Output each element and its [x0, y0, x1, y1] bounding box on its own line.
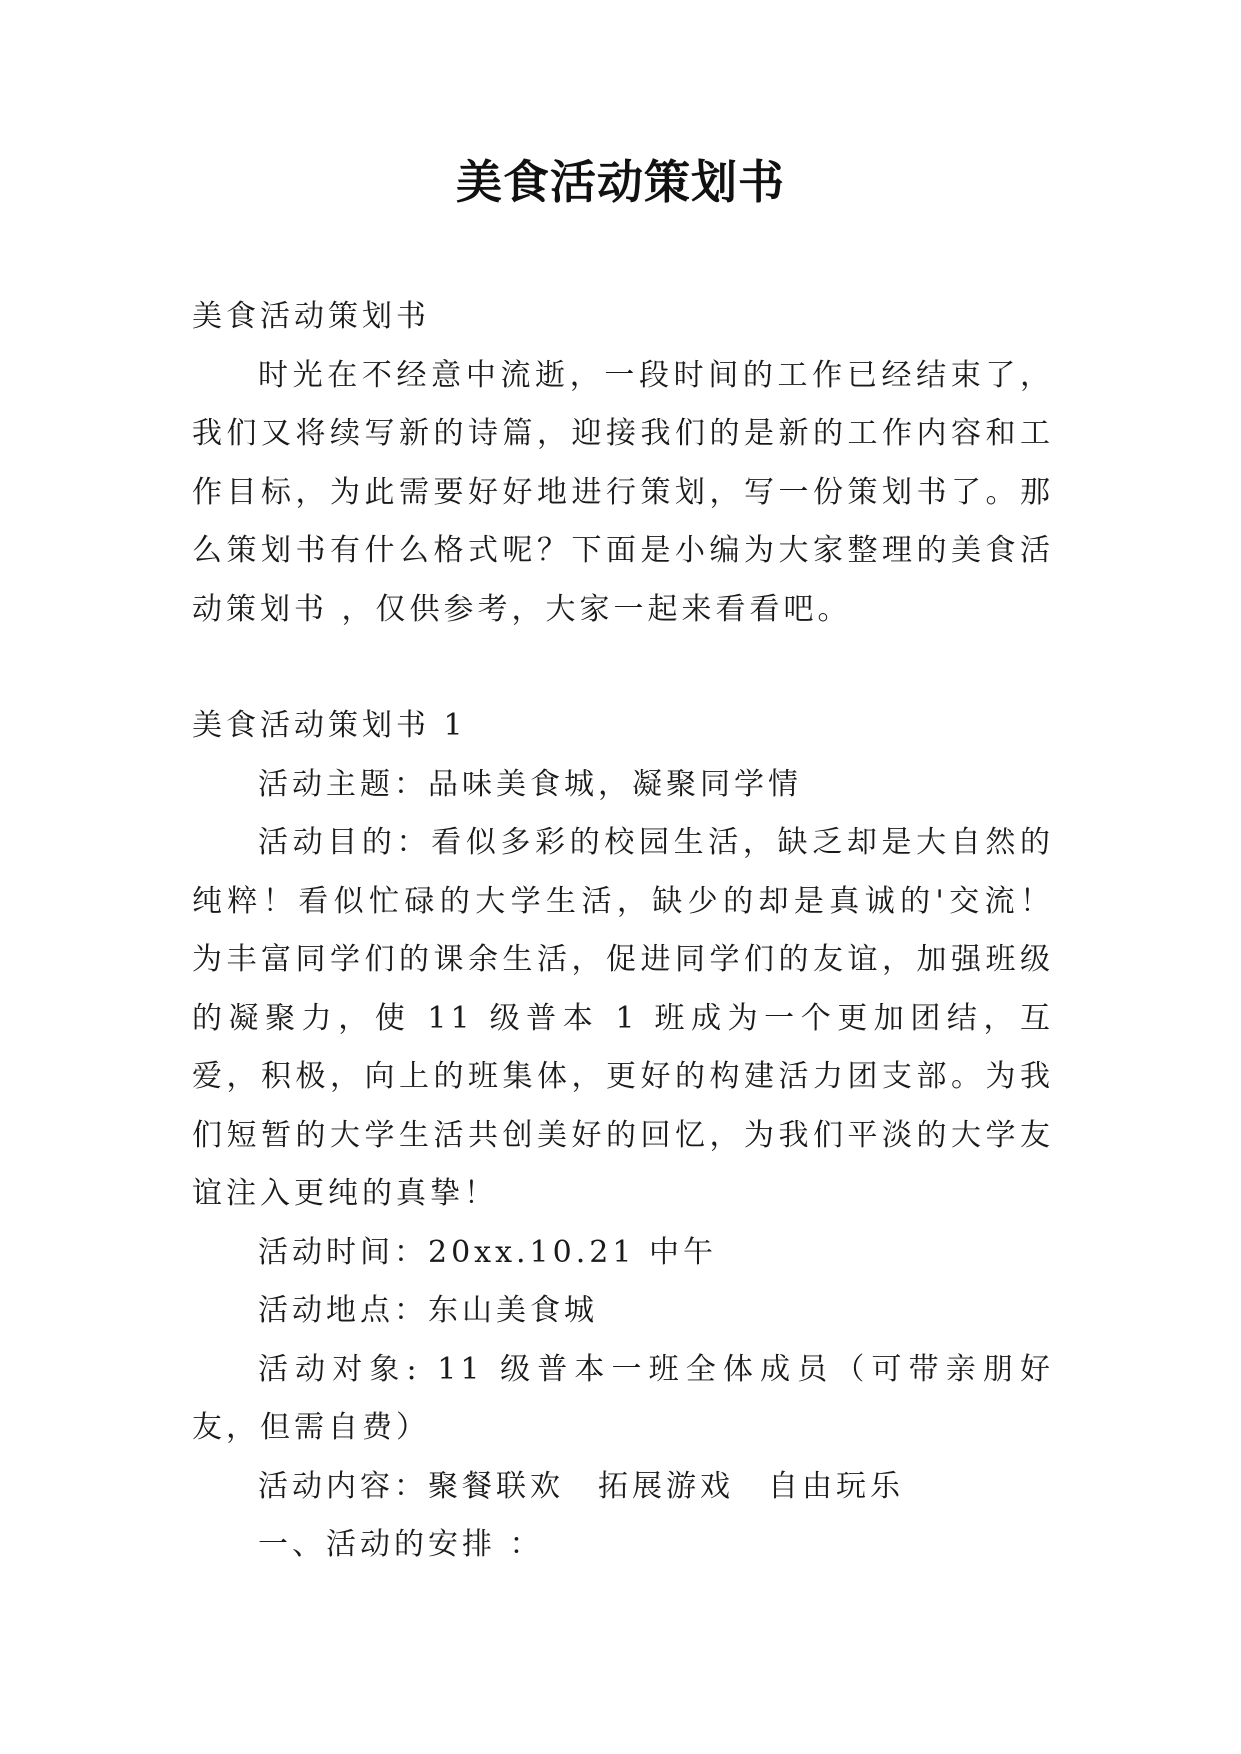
arrangement-heading: 一、活动的安排 ：: [258, 1527, 544, 1562]
activity-purpose: 活动目的：看似多彩的校园生活，缺乏却是大自然的纯粹！看似忙碌的大学生活，缺少的却是真诚的'交流！为丰富同学们的课余生活，促进同学们的友谊，加强班级的凝聚力，使 11 级普本 1 班成为一个更加团结，互爱，积极，向上的班集体，更好的构建活力团支部。为我们短暂的大学生活共创美好的回忆，为我们平淡的大学友谊注入更纯的真挚！: [192, 825, 1054, 1211]
paragraph-spacer: [192, 639, 1054, 697]
activity-location: 活动地点：东山美食城: [258, 1293, 598, 1328]
activity-theme: 活动主题：品味美食城，凝聚同学情: [258, 766, 802, 802]
activity-participants: 活动对象: 11 级普本一班全体成员（可带亲朋好友，但需自费）: [192, 1351, 1054, 1445]
document-body: [192, 288, 1054, 1575]
section-heading: 美食活动策划书 1: [192, 708, 467, 743]
activity-time: 活动时间：20xx.10.21 中午: [258, 1234, 717, 1270]
document-title: 美食活动策划书: [456, 155, 785, 209]
activity-content: 活动内容：聚餐联欢 拓展游戏 自由玩乐: [258, 1468, 904, 1504]
subtitle: 美食活动策划书: [192, 299, 430, 334]
intro-paragraph: 时光在不经意中流逝，一段时间的工作已经结束了，我们又将续写新的诗篇，迎接我们的是新的工作内容和工作目标，为此需要好好地进行策划，写一份策划书了。那么策划书有什么格式呢？下面是小编为大家整理的美食活动策划书 ，仅供参考，大家一起来看看吧。: [192, 357, 1054, 627]
